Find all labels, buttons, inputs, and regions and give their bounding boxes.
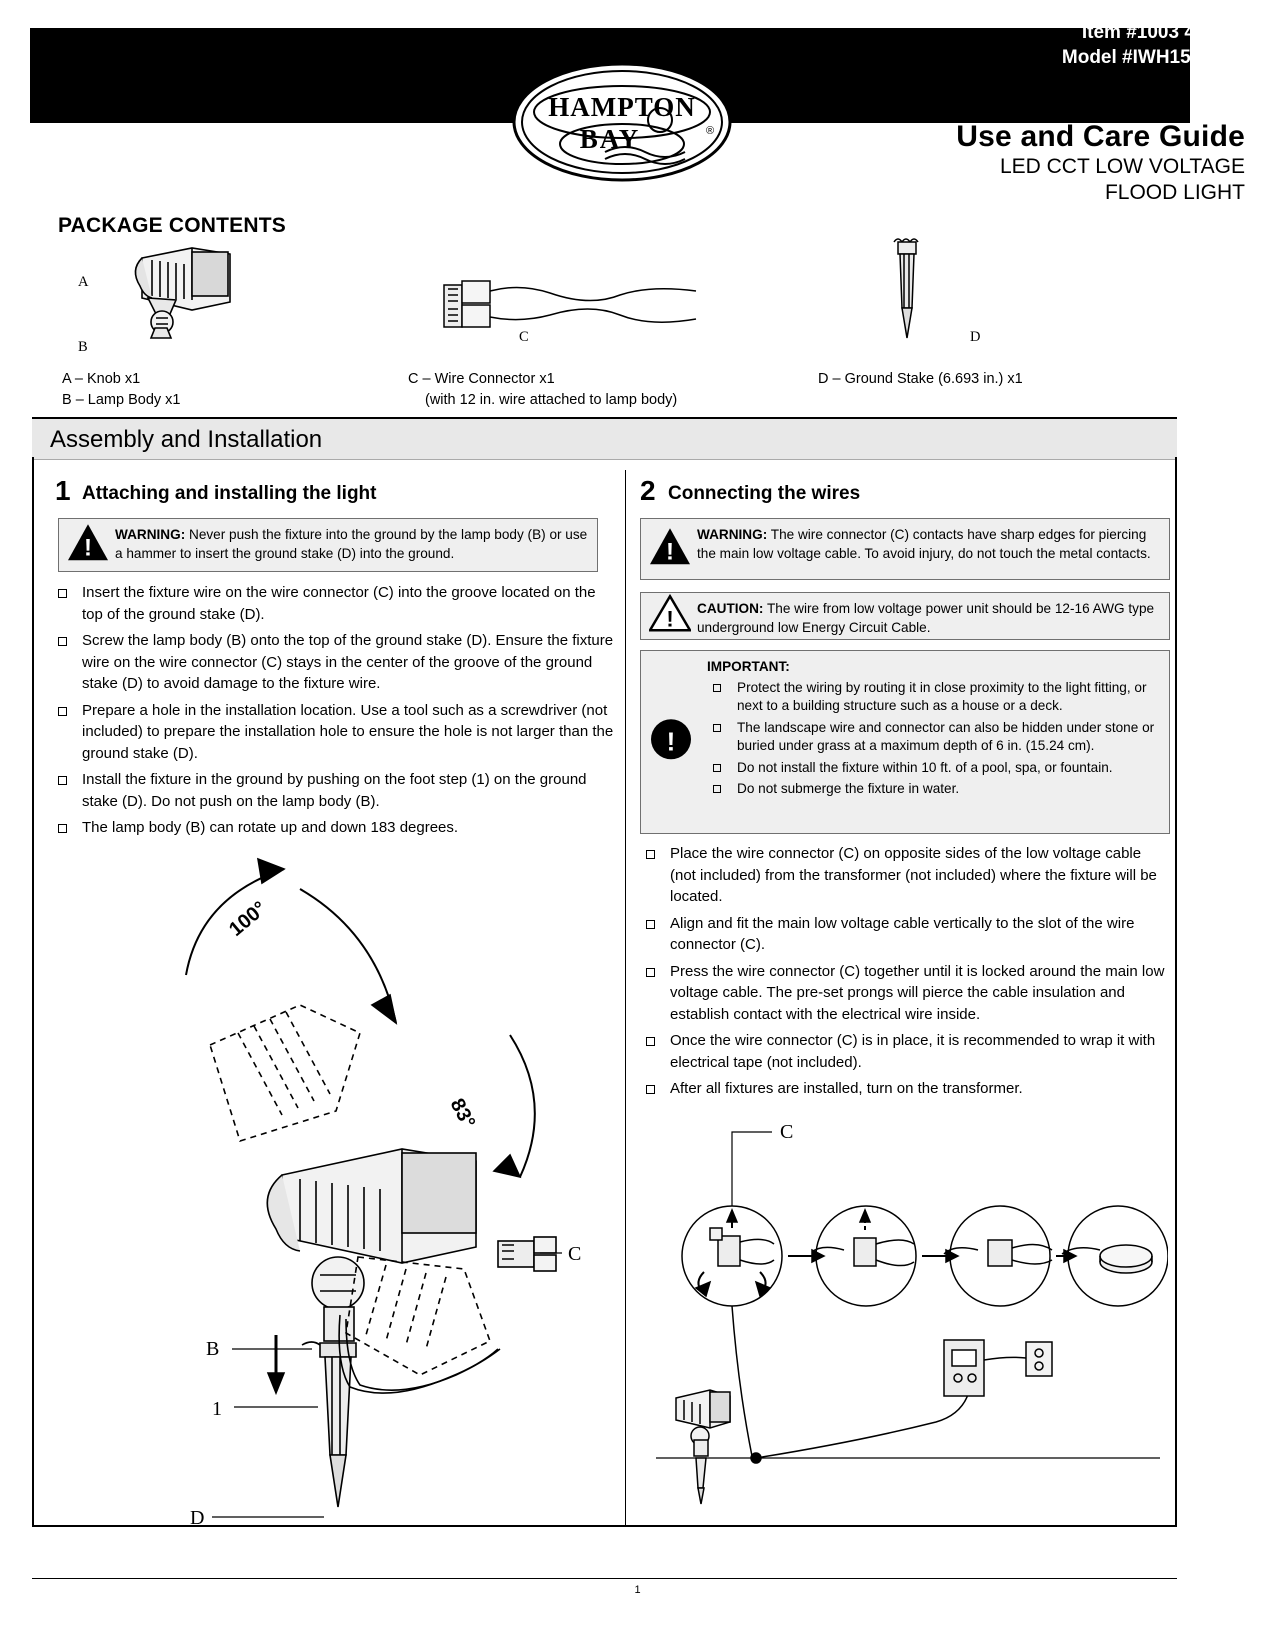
list-item: Once the wire connector (C) is in place, it is recommended to wrap it with electrical tape (not included). [640, 1030, 1170, 1073]
section-title: Assembly and Installation [50, 426, 323, 453]
step-1-bullet-list [52, 582, 617, 844]
column-divider [625, 470, 626, 1525]
step-1-number: 1 [55, 475, 71, 506]
list-item: Install the fixture in the ground by pushing on the foot step (1) on the ground stake (D). Do not push on the lamp body (B). [52, 769, 617, 812]
list-item: Press the wire connector (C) together until it is locked around the main low voltage cable. The pre-set prongs will pierce the cable insulation and establish contact with the electrical wire inside. [640, 961, 1170, 1026]
list-item: Do not install the fixture within 10 ft. of a pool, spa, or fountain. [707, 759, 1161, 778]
callout-d: D [970, 329, 981, 345]
step-1-warning-text: Never push the fixture into the ground by the lamp body (B) or use a hammer to insert the ground stake (D) into the ground. [115, 527, 588, 561]
package-label-a: A – Knob x1 [62, 371, 141, 387]
package-label-c-note: (with 12 in. wire attached to lamp body) [425, 392, 678, 408]
callout-c: C [519, 329, 529, 345]
step-2-warning-label: WARNING: [697, 527, 768, 542]
svg-text:BAY: BAY [579, 124, 641, 154]
figure-label-b-svg: B [206, 1338, 220, 1360]
warning-triangle-icon [67, 522, 109, 568]
package-label-d: D – Ground Stake (6.693 in.) x1 [818, 371, 1023, 387]
step-2-important-box [640, 650, 1170, 834]
step-2-figure [648, 1110, 1168, 1535]
caution-triangle-icon [649, 594, 691, 638]
list-item: Screw the lamp body (B) onto the top of the ground stake (D). Ensure the fixture wire on the wire connector (C) stays in the center of the groove of the ground stake (D) to avoid damage to the fixture wire. [52, 630, 617, 695]
package-contents-heading: PACKAGE CONTENTS [58, 214, 286, 237]
svg-text:!: ! [666, 726, 676, 757]
step-2-warning-box [640, 518, 1170, 580]
list-item: The lamp body (B) can rotate up and down 183 degrees. [52, 817, 617, 839]
figure-label-1-svg: 1 [212, 1398, 222, 1420]
step-1-figure [150, 845, 590, 1530]
lamp-body-figure [100, 240, 240, 355]
package-label-b: B – Lamp Body x1 [62, 392, 181, 408]
svg-text:!: ! [666, 538, 674, 566]
svg-text:83°: 83° [445, 1095, 480, 1133]
svg-text:HAMPTON: HAMPTON [548, 92, 696, 122]
figure-label-d-svg: D [190, 1507, 205, 1525]
figure-label-c-svg: C [568, 1243, 582, 1265]
step-2-caution-box [640, 592, 1170, 640]
step-2-number: 2 [640, 475, 656, 506]
list-item: Do not submerge the fixture in water. [707, 780, 1161, 799]
page-subtitle-line2: FLOOD LIGHT [1104, 181, 1245, 204]
list-item: Prepare a hole in the installation location. Use a tool such as a screwdriver (not included) to prepare the installation hole to ensure the hole is not larger than the ground stake (D). [52, 700, 617, 765]
exclamation-circle-icon [649, 717, 693, 767]
list-item: Align and fit the main low voltage cable vertically to the slot of the wire connector (C). [640, 913, 1170, 956]
step-2-caution-text: The wire from low voltage power unit should be 12-16 AWG type underground low Energy Circuit Cable. [697, 601, 1155, 635]
page-title: Use and Care Guide [956, 120, 1245, 153]
list-item: Protect the wiring by routing it in close proximity to the light fitting, or next to a building structure such as a house or a deck. [707, 679, 1161, 716]
callout-a: A [78, 274, 89, 290]
step-1-warning-label: WARNING: [115, 527, 186, 542]
footer-divider [32, 1578, 1177, 1579]
registered-mark: ® [706, 125, 715, 137]
step-2-warning-text: The wire connector (C) contacts have sharp edges for piercing the main low voltage cable. To avoid injury, do not touch the metal contacts. [697, 527, 1151, 561]
ground-stake-figure [880, 228, 950, 353]
list-item: Insert the fixture wire on the wire connector (C) into the groove located on the top of the ground stake (D). [52, 582, 617, 625]
page-subtitle-line1: LED CCT LOW VOLTAGE [999, 155, 1245, 178]
svg-text:100°: 100° [225, 897, 271, 941]
step-1-title: Attaching and installing the light [82, 483, 377, 504]
list-item: The landscape wire and connector can also be hidden under stone or buried under grass at a maximum depth of 6 in. (15.24 cm). [707, 719, 1161, 756]
item-number: Item #1003 452 837 [1081, 22, 1253, 43]
step-2-title: Connecting the wires [668, 483, 861, 504]
callout-b: B [78, 339, 88, 355]
item-model-info [1062, 20, 1253, 70]
list-item: After all fixtures are installed, turn on the transformer. [640, 1078, 1170, 1100]
svg-text:!: ! [84, 534, 92, 562]
list-item: Place the wire connector (C) on opposite sides of the low voltage cable (not included) from the transformer (not included) where the fixture will be located. [640, 843, 1170, 908]
package-label-c: C – Wire Connector x1 [408, 371, 555, 387]
hampton-bay-logo [510, 60, 735, 185]
important-bullet-list [707, 679, 1161, 799]
step-2-bullet-list [640, 843, 1170, 1105]
figure-label-c-svg: C [780, 1121, 794, 1143]
step-2-caution-label: CAUTION: [697, 601, 764, 616]
section-header-assembly [32, 417, 1177, 460]
important-label: IMPORTANT: [707, 659, 790, 674]
warning-triangle-icon [649, 526, 691, 572]
document-title-block [956, 120, 1245, 206]
svg-text:!: ! [666, 606, 674, 632]
wire-connector-figure [440, 275, 700, 350]
step-1-warning-box [58, 518, 598, 572]
model-number: Model #IWH1501LS-6 [1061, 47, 1253, 68]
page-number: 1 [634, 1584, 641, 1596]
